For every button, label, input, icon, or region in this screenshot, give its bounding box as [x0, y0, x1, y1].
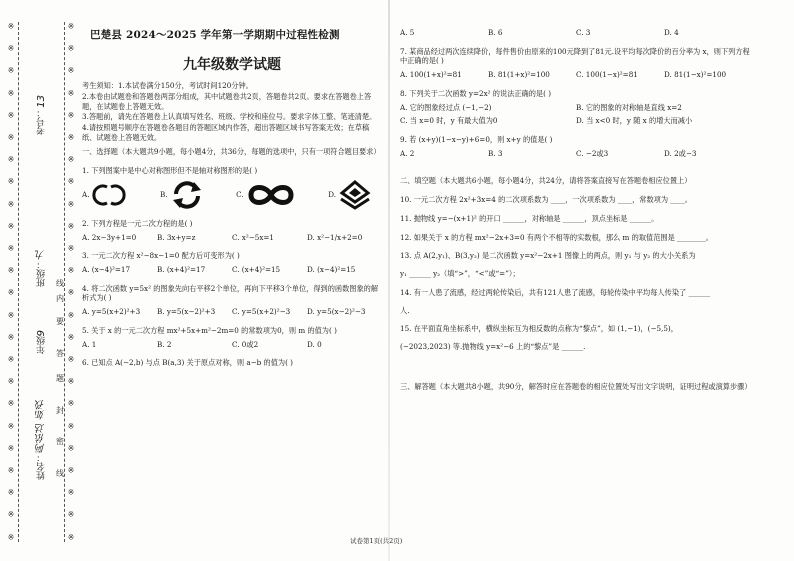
star-mark: ※	[7, 355, 15, 365]
star-mark: ※	[67, 266, 75, 276]
option-c: C. (x+4)²=15	[232, 264, 281, 274]
question-stem: 4. 将二次函数 y=5x² 的图象先向右平移2个单位，再向下平移3个单位，得到的函数图象的解析式为( )	[82, 283, 379, 303]
option-b: B. 3	[488, 148, 503, 158]
question-10: 10. 一元二次方程 2x²+3x=4 的二次项系数为 ____，一次项系数为 ____，常数项为 ____。	[400, 195, 692, 205]
star-mark: ※	[67, 288, 75, 298]
option-b: B. 2	[157, 339, 172, 349]
exam-title: 巴楚县 2024～2025 学年第一学期期中过程性检测	[90, 29, 340, 41]
star-mark: ※	[7, 443, 15, 453]
option-d: D. 4	[664, 28, 679, 37]
option-a: A. 100(1+x)²=81	[400, 70, 462, 80]
question-2	[82, 219, 382, 242]
seal-line	[64, 22, 65, 542]
star-mark: ※	[7, 421, 15, 431]
cut-line	[18, 22, 19, 542]
seat-field	[30, 95, 52, 135]
star-mark: ※	[7, 110, 15, 120]
infinity-logo-icon	[246, 182, 296, 208]
option-c: C. −2或3	[576, 148, 609, 158]
option-a: A. 1	[82, 339, 97, 349]
q5-options	[82, 340, 382, 350]
star-mark: ※	[7, 44, 15, 54]
star-mark: ※	[67, 377, 75, 387]
star-column-inner	[66, 22, 76, 542]
question-15-line-1: 15. 在平面直角坐标系中，横纵坐标互为相反数的点称为“黎点”，如 (1,−1)，(−5,5)，	[400, 324, 678, 334]
option-c: C. 当 x=0 时，y 有最大值为0	[400, 116, 498, 126]
question-13	[400, 251, 752, 278]
question-14	[400, 288, 752, 315]
option-d: D. y=5(x−2)²−3	[307, 307, 366, 317]
star-mark: ※	[7, 199, 15, 209]
instruction-2: 2.本卷由试题卷和答题卷两部分组成，其中试题卷共2页，答题卷共2页。要求在答题卷上答题，在试题卷上答题无效。	[82, 91, 372, 111]
double-c-logo-icon	[91, 182, 127, 208]
option-b: B. 81(1+x)²=100	[488, 70, 550, 80]
star-mark: ※	[7, 221, 15, 231]
question-12: 12. 如果关于 x 的方程 mx²−2x+3=0 有两个不相等的实数根，那么 m 的取值范围是 ________。	[400, 232, 713, 242]
star-mark: ※	[7, 266, 15, 276]
option-d: D. 81(1−x)²=100	[664, 70, 727, 80]
option-a	[82, 182, 127, 208]
option-a: A. 5	[400, 28, 415, 37]
question-14-line-2: 人.	[400, 305, 410, 315]
question-8	[400, 89, 752, 126]
star-mark: ※	[67, 110, 75, 120]
subject-title: 九年级数学试题	[183, 57, 281, 74]
q6-options	[400, 28, 752, 38]
option-d	[328, 180, 372, 210]
grade-field	[30, 330, 52, 354]
option-label: A.	[82, 189, 90, 199]
question-6	[82, 358, 382, 368]
star-mark: ※	[7, 532, 15, 542]
question-stem: 3. 一元二次方程 x²−8x−1=0 配方后可变形为( )	[82, 251, 240, 261]
option-d: D. 当 x<0 时，y 随 x 的增大而减小	[576, 116, 693, 126]
option-d: D. (x−4)²=15	[307, 264, 356, 274]
page-footer: 试卷第1页(共2页)	[350, 537, 403, 545]
question-stem: 9. 若 (x+y)(1−x−y)+6=0，则 x+y 的值是( )	[400, 135, 553, 145]
star-mark: ※	[7, 133, 15, 143]
question-11: 11. 抛物线 y=−(x+1)² 的开口 ______，对称轴是 ______，顶点坐标是 ______。	[400, 213, 659, 223]
instruction-1: 考生须知：1.本试卷满分150分，考试时间120分钟。	[82, 81, 253, 91]
name-label: 姓名：	[36, 453, 47, 481]
question-3	[82, 251, 382, 274]
right-column	[400, 28, 752, 391]
star-mark: ※	[67, 488, 75, 498]
option-a: A. (x−4)²=17	[82, 264, 131, 274]
star-mark: ※	[67, 332, 75, 342]
name-value: 阿依达 如孜	[35, 400, 47, 454]
star-mark: ※	[7, 177, 15, 187]
star-mark: ※	[7, 22, 15, 31]
option-c: C. y=5(x+2)²−3	[232, 307, 291, 317]
class-value: 九	[35, 250, 47, 260]
question-15-line-2: (−2023,2023) 等.抛物线 y=x²−6 上的“黎点”是 ______.	[400, 341, 586, 351]
star-mark: ※	[7, 155, 15, 165]
question-stem: 2. 下列方程是一元二次方程的是( )	[82, 218, 193, 228]
star-mark: ※	[7, 510, 15, 520]
section-1-heading: 一、选择题（本大题共9小题，每小题4分，共36分，每题的选项中，只有一项符合题目要求）	[82, 147, 381, 157]
bind-label: 密	[56, 437, 64, 446]
option-b: B. 它的图象的对称轴是直线 x=2	[576, 102, 682, 112]
option-d: D. 2或−3	[664, 148, 697, 158]
option-b: B. 6	[488, 28, 503, 37]
question-stem: 8. 下列关于二次函数 y=2x² 的说法正确的是( )	[400, 88, 552, 98]
star-mark: ※	[7, 399, 15, 409]
star-mark: ※	[7, 66, 15, 76]
class-label: 班级：	[36, 260, 47, 287]
bind-label: 答	[56, 349, 64, 358]
star-mark: ※	[67, 22, 75, 31]
diamond-chevron-logo-icon	[338, 180, 372, 210]
star-mark: ※	[67, 221, 75, 231]
star-mark: ※	[67, 244, 75, 254]
option-b	[160, 180, 204, 210]
option-label: C.	[236, 189, 244, 199]
question-13-line-1: 13. 点 A(2,y₁)、B(3,y₂) 是二次函数 y=x²−2x+1 图像上的两点，则 y₁ 与 y₂ 的大小关系为	[400, 251, 696, 261]
star-mark: ※	[67, 88, 75, 98]
q9-options	[400, 149, 752, 159]
left-column	[82, 28, 382, 368]
star-mark: ※	[67, 155, 75, 165]
option-a: A. y=5(x+2)²+3	[82, 307, 141, 317]
name-field	[30, 400, 52, 480]
star-mark: ※	[67, 443, 75, 453]
question-5	[82, 326, 382, 349]
star-mark: ※	[67, 133, 75, 143]
q3-options	[82, 265, 382, 275]
instruction-4: 4.请按照题号顺序在答题卷各题目的答题区域内作答，超出答题区域书写答案无效；在草稿纸、试题卷上答题无效。	[82, 122, 370, 142]
question-stem: 6. 已知点 A(−2,b) 与点 B(a,3) 关于原点对称，则 a−b 的值为( )	[82, 358, 293, 368]
q8-options	[400, 103, 752, 126]
recycle-arrows-icon	[170, 180, 204, 210]
question-4	[82, 284, 382, 317]
star-mark: ※	[7, 310, 15, 320]
bind-label: 要	[56, 317, 64, 326]
star-mark: ※	[67, 510, 75, 520]
option-c: C. 100(1−x)²=81	[576, 70, 638, 80]
q1-options	[82, 180, 382, 210]
option-b: B. (x+4)²=17	[157, 264, 206, 274]
star-mark: ※	[67, 66, 75, 76]
star-mark: ※	[67, 532, 75, 542]
star-mark: ※	[7, 88, 15, 98]
star-mark: ※	[67, 199, 75, 209]
question-13-line-2: y₁ ______ y₂（填“>”，“<”或“=”）；	[400, 269, 520, 279]
section-2-heading: 二、填空题（本大题共6小题，每小题4分，共24分，请将答案直接写在答题卷相应位置上）	[400, 176, 692, 186]
bind-label: 封	[56, 406, 64, 415]
star-mark: ※	[67, 466, 75, 476]
question-stem: 5. 关于 x 的一元二次方程 mx²+5x+m²−2m=0 的常数项为0，则 m 的值为( )	[82, 325, 337, 335]
q7-options	[400, 70, 752, 80]
question-15	[400, 324, 752, 351]
star-mark: ※	[7, 488, 15, 498]
bind-label: 内	[56, 294, 64, 303]
q4-options	[82, 307, 382, 317]
instructions	[82, 81, 382, 142]
question-stem: 7. 某商品经过两次连续降价，每件售价由原来的100元降到了81元.设平均每次降价的百分率为 x，则下列方程中正确的是( )	[400, 46, 750, 66]
star-mark: ※	[7, 288, 15, 298]
option-b: B. y=5(x−2)²+3	[157, 307, 216, 317]
section-3-heading: 三、解答题（本大题共8小题，共90分，解答时应在答题卷的相应位置处写出文字说明，证明过程或演算步骤）	[400, 381, 752, 391]
option-a: A. 2x−3y+1=0	[82, 232, 137, 242]
grade-label: 年级	[36, 336, 47, 355]
option-d: D. 0	[307, 339, 322, 349]
star-mark: ※	[67, 399, 75, 409]
grade-value: 9	[35, 330, 47, 337]
bind-label: 线	[56, 469, 64, 478]
bind-label: 题	[56, 374, 64, 383]
option-c: C. 0或2	[232, 339, 259, 349]
class-field	[30, 250, 52, 287]
option-label: B.	[160, 189, 168, 199]
option-c	[236, 182, 296, 208]
option-a: A. 它的图象经过点 (−1,−2)	[400, 102, 492, 112]
option-a: A. 2	[400, 148, 415, 158]
option-label: D.	[328, 189, 336, 199]
question-9	[400, 135, 752, 158]
star-mark: ※	[67, 310, 75, 320]
question-7	[400, 47, 752, 80]
page-fold	[388, 0, 390, 561]
star-mark: ※	[7, 244, 15, 254]
option-d: D. x²−1/x+2=0	[307, 232, 363, 242]
question-stem: 1. 下列图案中是中心对称图形但不是轴对称图形的是( )	[82, 166, 258, 176]
question-14-line-1: 14. 有一人患了流感，经过两轮传染后，共有121人患了流感，每轮传染中平均每人传染了 ______	[400, 287, 711, 297]
star-mark: ※	[7, 332, 15, 342]
q2-options	[82, 233, 382, 243]
star-column-outer	[6, 22, 16, 542]
seat-value: 13	[35, 95, 47, 108]
bind-label: 线	[56, 279, 64, 288]
star-mark: ※	[7, 466, 15, 476]
star-mark: ※	[7, 377, 15, 387]
option-b: B. 3x+y=z	[157, 232, 196, 242]
star-mark: ※	[67, 44, 75, 54]
instruction-3: 3.答题前，请先在答题卷上认真填写姓名、班级、学校和座位号。要求字体工整、笔迹清楚。	[82, 112, 377, 122]
star-mark: ※	[67, 355, 75, 365]
binding-margin	[0, 0, 78, 561]
seat-label: 考号：	[36, 107, 47, 135]
option-c: C. 3	[576, 28, 591, 37]
star-mark: ※	[67, 421, 75, 431]
star-mark: ※	[67, 177, 75, 187]
option-c: C. x²−5x=1	[232, 232, 274, 242]
question-1	[82, 166, 382, 210]
